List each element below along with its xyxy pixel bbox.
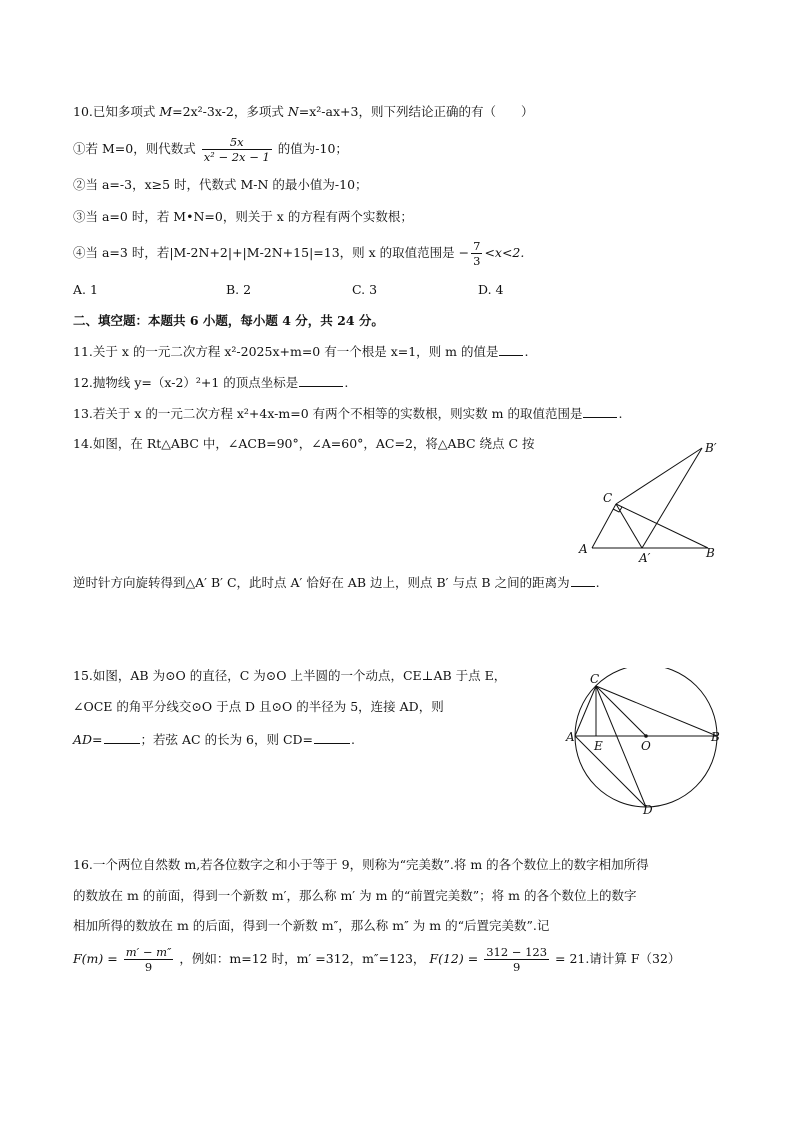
answer-blank <box>104 731 140 744</box>
section-heading: 二、填空题：本题共 6 小题，每小题 4 分，共 24 分。 <box>73 313 384 328</box>
q10-option-d: D. 4 <box>478 282 504 297</box>
q16-line-3: 相加所得的数放在 m 的后面，得到一个新数 m″，那么称 m″ 为 m 的“后置完美数”.记 <box>73 918 550 933</box>
q16-line-2: 的数放在 m 的前面，得到一个新数 m′，那么称 m′ 为 m 的“前置完美数”；将 m 的各个数位上的数字 <box>73 888 637 903</box>
q15-line-1: 15.如图，AB 为⊙O 的直径，C 为⊙O 上半圆的一个动点，CE⊥AB 于点 E， <box>73 668 507 683</box>
q16-line-1: 16.一个两位自然数 m,若各位数字之和小于等于 9，则称为“完美数”.将 m 的各个数位上的数字相加所得 <box>73 857 649 872</box>
q10-statement-1: ①若 M=0，则代数式 $\frac{5x}{\text{x² − 2x − 1}}$ 的值为-10； <box>73 135 348 164</box>
circle-figure <box>562 668 732 820</box>
q12: 12.抛物线 y=（x-2）²+1 的顶点坐标是 . <box>73 375 349 390</box>
q10-option-a: A. 1 <box>73 282 98 297</box>
q10-statement-3: ③当 a=0 时，若 M•N=0，则关于 x 的方程有两个实数根； <box>73 209 413 224</box>
label-B-prime: B′ <box>705 441 717 455</box>
q15-line-3: AD= ；若弦 AC 的长为 6，则 CD= . <box>73 732 356 747</box>
answer-blank <box>499 343 523 356</box>
label-A: A <box>579 542 588 556</box>
label-C: C <box>590 672 600 686</box>
q11: 11.关于 x 的一元二次方程 x²-2025x+m=0 有一个根是 x=1，则 m 的值是 . <box>73 344 529 359</box>
label-B: B <box>706 546 715 560</box>
answer-blank <box>571 574 595 587</box>
q13: 13.若关于 x 的一元二次方程 x²+4x-m=0 有两个不相等的实数根，则实数 m 的取值范围是 . <box>73 406 623 421</box>
q15-line-2: ∠OCE 的角平分线交⊙O 于点 D 且⊙O 的半径为 5，连接 AD，则 <box>73 699 444 714</box>
label-E: E <box>594 739 603 753</box>
q10-statement-4: ④当 a=3 时，若|M-2N+2|+|M-2N+15|=13，则 x 的取值范围是 − $\frac{7}{3}$ <x<2. <box>73 239 525 268</box>
fraction-5x: $\frac{5x}{\text{x² − 2x − 1}}$ <box>203 135 270 164</box>
q10-option-c: C. 3 <box>352 282 378 297</box>
q10-stem: 10.已知多项式 M=2x²-3x-2，多项式 N=x²-ax+3，则下列结论正确的有（ ） <box>73 104 534 119</box>
q10-option-b: B. 2 <box>226 282 252 297</box>
label-B: B <box>711 730 720 744</box>
fraction-F-12: $\frac{312 - 123}{9}$ <box>486 945 548 974</box>
q16-line-4: F(m) = $\frac{m' - m''}{9}$ ，例如：m=12 时，m′ =312，m″=123， F(12) = $\frac{312 - 123}{9}$ = 21.请计算 F（32） <box>73 945 681 974</box>
q14-line-1: 14.如图，在 Rt△ABC 中，∠ACB=90°，∠A=60°，AC=2，将△ABC 绕点 C 按 <box>73 436 535 451</box>
q14-line-2: 逆时针方向旋转得到△A′ B′ C，此时点 A′ 恰好在 AB 边上，则点 B′ 与点 B 之间的距离为 . <box>73 575 600 590</box>
label-A: A <box>566 730 575 744</box>
label-A-prime: A′ <box>639 551 651 564</box>
answer-blank <box>583 405 617 418</box>
fraction-7-3: $\frac{7}{3}$ <box>473 239 481 268</box>
q10-statement-2: ②当 a=-3，x≥5 时，代数式 M-N 的最小值为-10； <box>73 177 368 192</box>
label-C: C <box>603 491 613 505</box>
answer-blank <box>299 374 343 387</box>
rotation-triangle-figure <box>570 436 730 564</box>
fraction-F-m: $\frac{m' - m''}{9}$ <box>125 945 172 974</box>
answer-blank <box>314 731 350 744</box>
label-D: D <box>643 803 653 817</box>
label-O: O <box>641 739 651 753</box>
